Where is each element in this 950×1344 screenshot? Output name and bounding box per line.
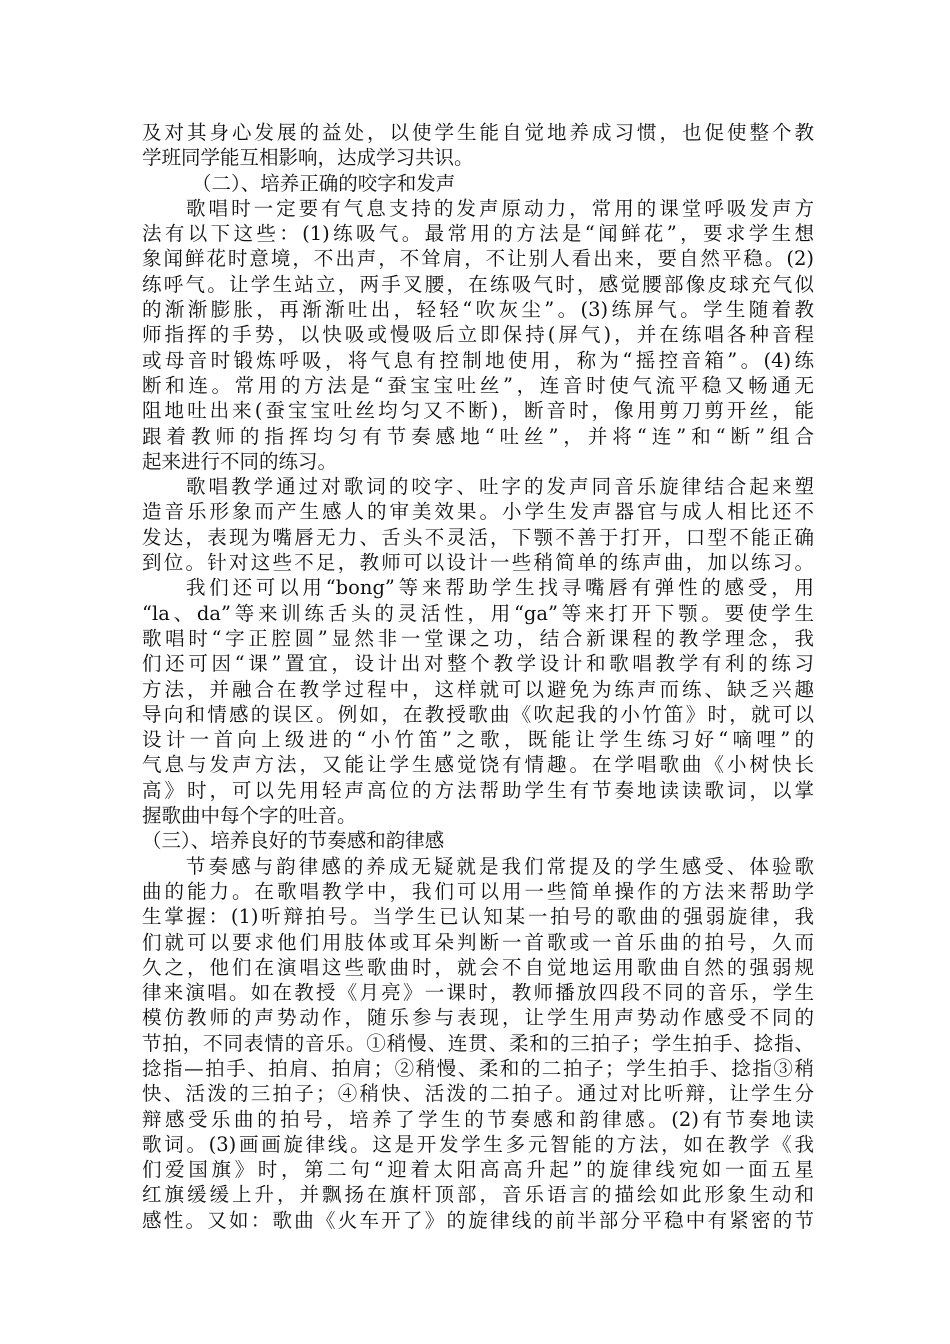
paragraph-last-line: 起来进行不同的练习。	[142, 449, 338, 473]
body-text-line: 导向和情感的误区。例如，在教授歌曲《吹起我的小竹笛》时，就可以	[142, 702, 814, 726]
body-text-line: 或母音时锻炼呼吸，将气息有控制地使用，称为“摇控音箱”。(4)练	[142, 348, 814, 372]
body-text-line: 们还可因“课”置宜，设计出对整个教学设计和歌唱教学有利的练习	[142, 652, 814, 676]
body-text-line: 阻地吐出来(蚕宝宝吐丝均匀又不断)，断音时，像用剪刀剪开丝，能	[142, 399, 814, 423]
body-text-line: 律来演唱。如在教授《月亮》一课时，教师播放四段不同的音乐，学生	[142, 981, 814, 1005]
body-text-line: 造音乐形象而产生感人的审美效果。小学生发声器官与成人相比还不	[142, 500, 814, 524]
body-text-line: “la、da”等来训练舌头的灵活性，用“ga”等来打开下颚。要使学生	[142, 601, 814, 625]
body-text-line: 练呼气。让学生站立，两手叉腰，在练吸气时，感觉腰部像皮球充气似	[142, 272, 814, 296]
paragraph-last-line: 学班同学能互相影响，达成学习共识。	[142, 146, 474, 170]
body-text-line: 发达，表现为嘴唇无力、舌头不灵活，下颚不善于打开，口型不能正确	[142, 525, 814, 549]
body-text-line: 快、活泼的三拍子；④稍快、活泼的二拍子。通过对比听辩，让学生分	[142, 1082, 814, 1106]
body-text-line: 感性。又如：歌曲《火车开了》的旋律线的前半部分平稳中有紧密的节	[142, 1208, 814, 1232]
body-text-line: 曲的能力。在歌唱教学中，我们可以用一些简单操作的方法来帮助学	[142, 879, 814, 903]
paragraph-first-line: 我们还可以用“bong”等来帮助学生找寻嘴唇有弹性的感受，用	[186, 576, 814, 600]
body-text-line: 断和连。常用的方法是“蚕宝宝吐丝”，连音时使气流平稳又畅通无	[142, 373, 814, 397]
body-text-line: 的渐渐膨胀，再渐渐吐出，轻轻“吹灰尘”。(3)练屏气。学生随着教	[142, 298, 814, 322]
body-text-line: 及对其身心发展的益处，以使学生能自觉地养成习惯，也促使整个教	[142, 121, 814, 144]
section-heading: （三）、培养良好的节奏感和韵律感	[142, 829, 445, 853]
document-page	[142, 120, 814, 1233]
body-text-line: 红旗缓缓上升，并飘扬在旗杆顶部，音乐语言的描绘如此形象生动和	[142, 1183, 814, 1207]
paragraph-first-line: 歌唱时一定要有气息支持的发声原动力，常用的课堂呼吸发声方	[186, 196, 814, 220]
paragraph-first-line: 歌唱教学通过对歌词的咬字、吐字的发声同音乐旋律结合起来塑	[186, 475, 814, 499]
body-text-line: 辩感受乐曲的拍号，培养了学生的节奏感和韵律感。(2)有节奏地读	[142, 1107, 814, 1131]
paragraph-first-line: 节奏感与韵律感的养成无疑就是我们常提及的学生感受、体验歌	[186, 854, 814, 878]
body-text-line: 模仿教师的声势动作，随乐参与表现，让学生用声势动作感受不同的	[142, 1006, 814, 1030]
body-text-line: 师指挥的手势，以快吸或慢吸后立即保持(屏气)，并在练唱各种音程	[142, 323, 814, 347]
body-text-line: 方法，并融合在教学过程中，这样就可以避免为练声而练、缺乏兴趣	[142, 677, 814, 701]
paragraph-last-line: 握歌曲中每个字的吐音。	[142, 804, 357, 828]
body-text-line: 到位。针对这些不足，教师可以设计一些稍简单的练声曲，加以练习。	[142, 551, 814, 575]
body-text-line: 生掌握：(1)听辩拍号。当学生已认知某一拍号的歌曲的强弱旋律，我	[142, 905, 814, 929]
body-text-line: 们爱国旗》时，第二句“迎着太阳高高升起”的旋律线宛如一面五星	[142, 1158, 814, 1182]
body-text-line: 捻指—拍手、拍肩、拍肩；②稍慢、柔和的二拍子；学生拍手、捻指③稍	[142, 1056, 814, 1080]
body-text-line: 歌词。(3)画画旋律线。这是开发学生多元智能的方法，如在教学《我	[142, 1132, 814, 1156]
body-text-line: 节拍，不同表情的音乐。①稍慢、连贯、柔和的三拍子；学生拍手、捻指、	[142, 1031, 814, 1055]
body-text-line: 象闻鲜花时意境，不出声，不耸肩，不让别人看出来，要自然平稳。(2)	[142, 247, 814, 271]
body-text-line: 跟着教师的指挥均匀有节奏感地“吐丝”，并将“连”和“断”组合	[142, 424, 814, 448]
body-text-line: 设计一首向上级进的“小竹笛”之歌，既能让学生练习好“嘀哩”的	[142, 728, 814, 752]
body-text-line: 歌唱时“字正腔圆”显然非一堂课之功，结合新课程的教学理念，我	[142, 626, 814, 650]
body-text-line: 法有以下这些：(1)练吸气。最常用的方法是“闻鲜花”，要求学生想	[142, 222, 814, 246]
body-text-line: 们就可以要求他们用肢体或耳朵判断一首歌或一首乐曲的拍号，久而	[142, 930, 814, 954]
body-text-line: 久之，他们在演唱这些歌曲时，就会不自觉地运用歌曲自然的强弱规	[142, 955, 814, 979]
body-text-line: 高》时，可以先用轻声高位的方法帮助学生有节奏地读读歌词，以掌	[142, 778, 814, 802]
body-text-line: 气息与发声方法，又能让学生感觉饶有情趣。在学唱歌曲《小树快长	[142, 753, 814, 777]
section-heading: （二）、培养正确的咬字和发声	[192, 171, 456, 195]
